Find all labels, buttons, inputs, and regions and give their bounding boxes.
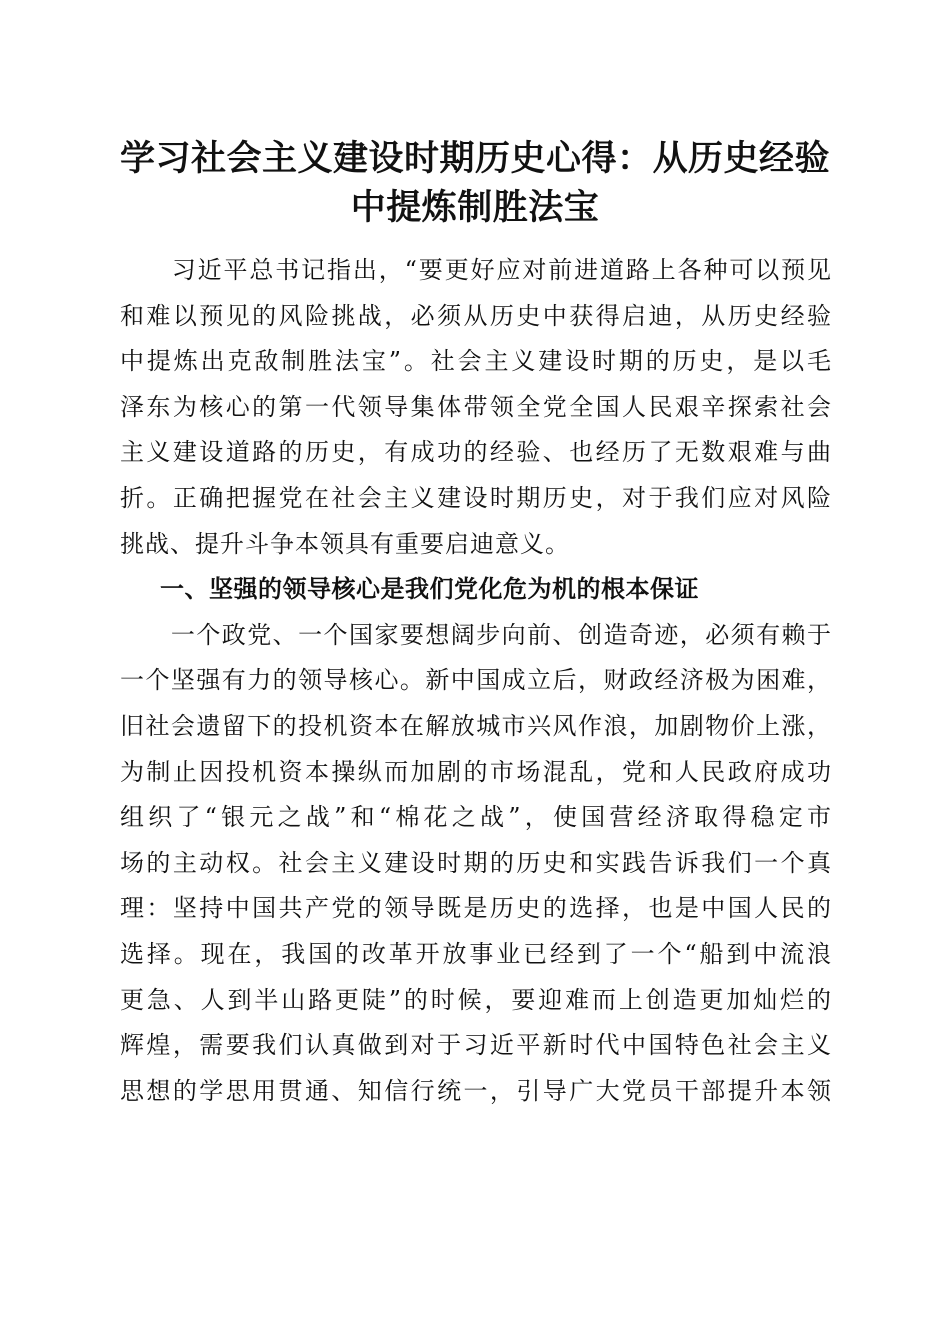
paragraph-2-line: 一个坚强有力的领导核心。新中国成立后，财政经济极为困难， (120, 666, 832, 695)
title-line-2: 中提炼制胜法宝 (350, 187, 600, 228)
paragraph-1 (120, 248, 832, 567)
paragraph-2-line: 为制止因投机资本操纵而加剧的市场混乱，党和人民政府成功 (120, 757, 832, 786)
paragraph-1-line: 折。正确把握党在社会主义建设时期历史，对于我们应对风险 (120, 483, 832, 512)
paragraph-2-line: 场的主动权。社会主义建设时期的历史和实践告诉我们一个真 (120, 848, 832, 877)
paragraph-1-line: 和难以预见的风险挑战，必须从历史中获得启迪，从历史经验 (120, 301, 832, 330)
title-line-1: 学习社会主义建设时期历史心得：从历史经验 (119, 138, 830, 179)
paragraph-2-line: 组织了“银元之战”和“棉花之战”，使国营经济取得稳定市 (120, 803, 832, 832)
paragraph-1-line: 习近平总书记指出，“要更好应对前进道路上各种可以预见 (120, 256, 832, 284)
paragraph-2 (120, 613, 832, 1115)
paragraph-1-line: 挑战、提升斗争本领具有重要启迪意义。 (120, 529, 570, 558)
paragraph-1-line: 中提炼出克敌制胜法宝”。社会主义建设时期的历史，是以毛 (120, 347, 832, 376)
paragraph-1-line: 泽东为核心的第一代领导集体带领全党全国人民艰辛探索社会 (120, 392, 832, 421)
paragraph-1-line: 主义建设道路的历史，有成功的经验、也经历了无数艰难与曲 (120, 438, 832, 467)
document-body (120, 248, 832, 1114)
paragraph-2-line: 旧社会遗留下的投机资本在解放城市兴风作浪，加剧物价上涨， (120, 711, 832, 740)
paragraph-2-line: 思想的学思用贯通、知信行统一，引导广大党员干部提升本领 (120, 1076, 832, 1105)
paragraph-2-line: 更急、人到半山路更陡”的时候，要迎难而上创造更加灿烂的 (120, 985, 832, 1014)
paragraph-2-line: 理：坚持中国共产党的领导既是历史的选择，也是中国人民的 (120, 894, 832, 923)
paragraph-2-line: 辉煌，需要我们认真做到对于习近平新时代中国特色社会主义 (120, 1031, 832, 1060)
paragraph-2-line: 一个政党、一个国家要想阔步向前、创造奇迹，必须有赖于 (120, 620, 832, 649)
document-title (100, 134, 850, 232)
paragraph-2-line: 选择。现在，我国的改革开放事业已经到了一个“船到中流浪 (120, 939, 832, 968)
section-heading-1: 一、坚强的领导核心是我们党化危为机的根本保证 (160, 575, 699, 604)
